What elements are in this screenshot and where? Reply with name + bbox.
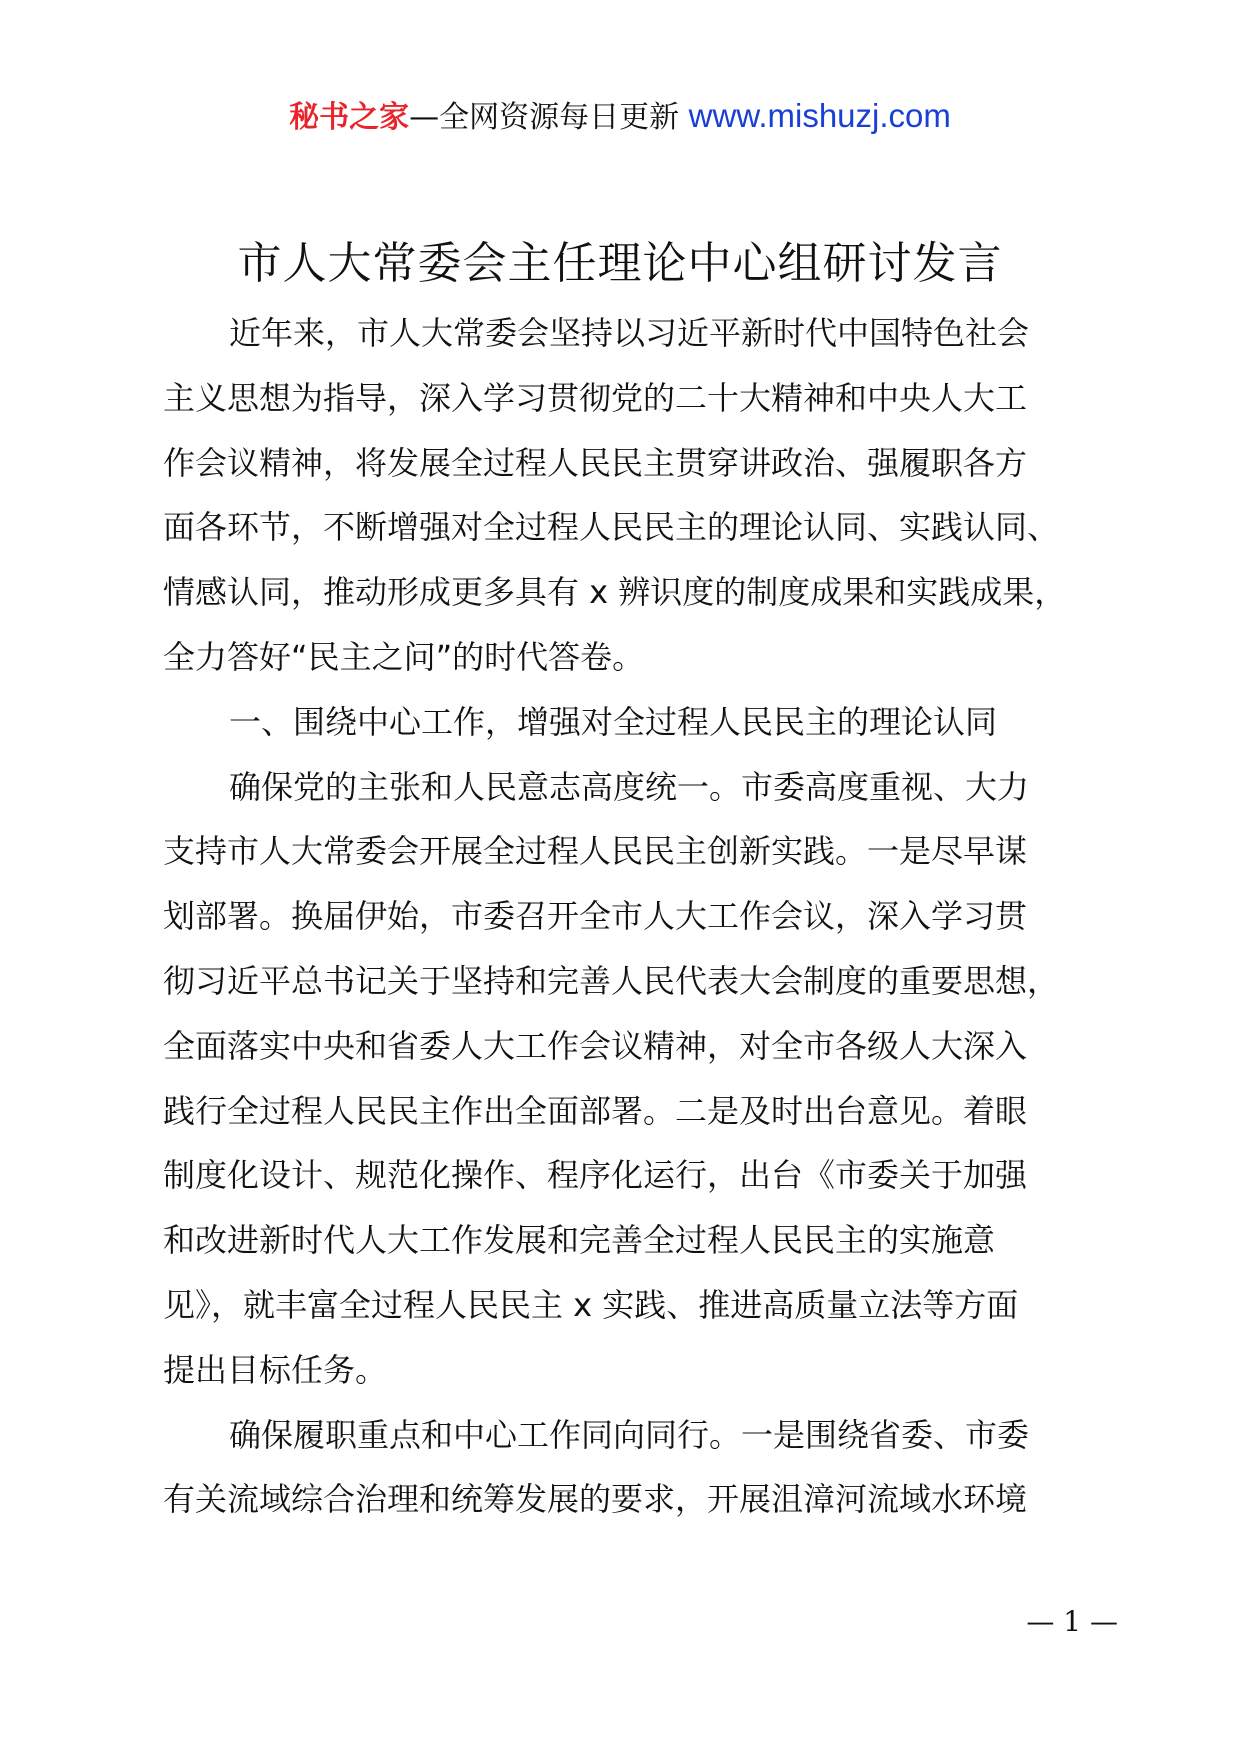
site-header <box>0 96 1240 138</box>
paragraph-line: 面各环节，不断增强对全过程人民民主的理论认同、实践认同、 <box>163 508 1060 547</box>
paragraph-line: 彻习近平总书记关于坚持和完善人民代表大会制度的重要思想， <box>163 961 1060 1000</box>
paragraph-line: 践行全过程人民民主作出全面部署。二是及时出台意见。着眼 <box>163 1091 1028 1130</box>
paragraph-line: 提出目标任务。 <box>163 1350 388 1389</box>
paragraph-line: 有关流域综合治理和统筹发展的要求，开展沮漳河流域水环境 <box>163 1480 1028 1519</box>
paragraph-line: 制度化设计、规范化操作、程序化运行，出台《市委关于加强 <box>163 1156 1028 1195</box>
section-heading: 一、围绕中心工作，增强对全过程人民民主的理论认同 <box>229 702 998 741</box>
paragraph-line: 和改进新时代人大工作发展和完善全过程人民民主的实施意 <box>163 1221 996 1260</box>
paragraph-line: 支持市人大常委会开展全过程人民民主创新实践。一是尽早谋 <box>163 832 1028 871</box>
site-url[interactable]: www.mishuzj.com <box>688 97 951 134</box>
paragraph-line: 见》，就丰富全过程人民民主 x 实践、推进高质量立法等方面 <box>163 1285 1019 1324</box>
paragraph-line: 确保党的主张和人民意志高度统一。市委高度重视、大力 <box>229 767 1030 806</box>
paragraph-line: 全面落实中央和省委人大工作会议精神，对全市各级人大深入 <box>163 1026 1028 1065</box>
paragraph-line: 情感认同，推动形成更多具有 x 辨识度的制度成果和实践成果， <box>163 573 1067 612</box>
document-body <box>163 301 1118 1532</box>
paragraph-line: 划部署。换届伊始，市委召开全市人大工作会议，深入学习贯 <box>163 897 1028 936</box>
document-title: 市人大常委会主任理论中心组研讨发言 <box>237 238 1003 289</box>
paragraph-line: 作会议精神，将发展全过程人民民主贯穿讲政治、强履职各方 <box>163 443 1028 482</box>
paragraph-line: 确保履职重点和中心工作同向同行。一是围绕省委、市委 <box>229 1415 1030 1454</box>
paragraph-line: 全力答好“民主之问”的时代答卷。 <box>163 637 645 676</box>
site-brand: 秘书之家 <box>289 100 410 135</box>
paragraph-line: 主义思想为指导，深入学习贯彻党的二十大精神和中央人大工 <box>163 378 1028 417</box>
site-tagline: —全网资源每日更新 <box>409 100 689 135</box>
page-number: — 1 — <box>1026 1605 1118 1638</box>
paragraph-line: 近年来，市人大常委会坚持以习近平新时代中国特色社会 <box>229 314 1030 352</box>
